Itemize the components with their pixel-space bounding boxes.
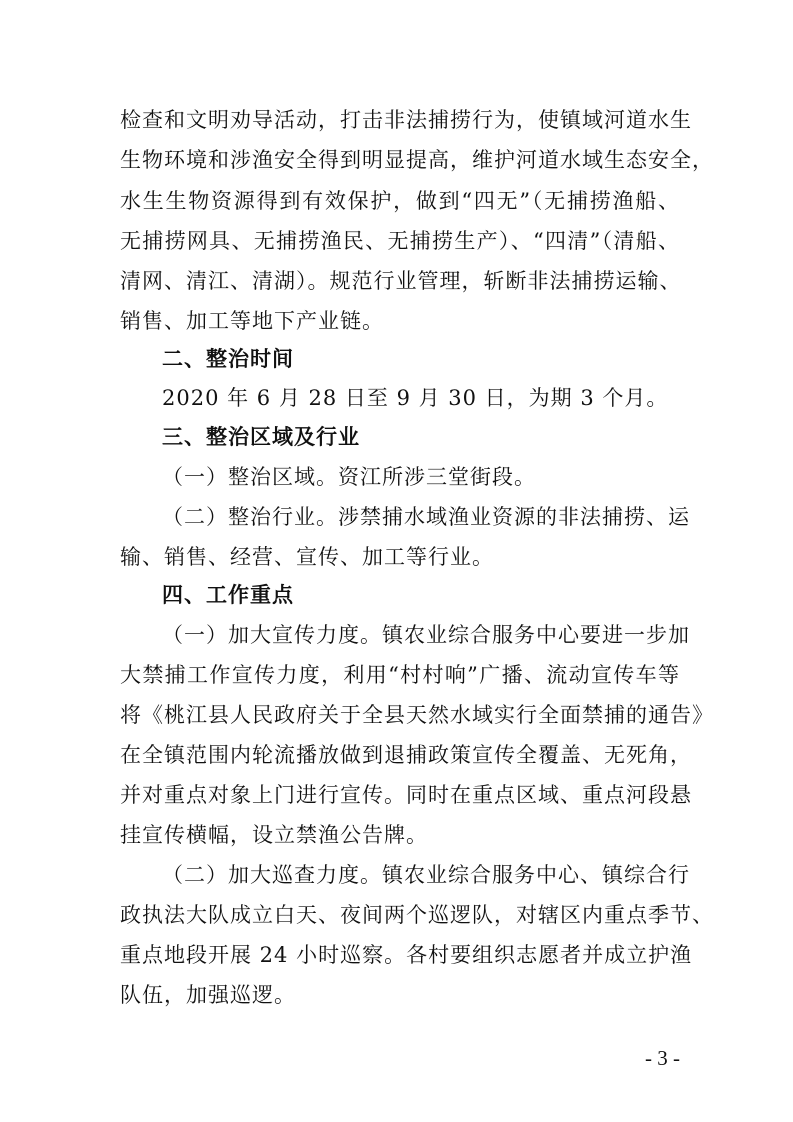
point-publicity-line-4: 在全镇范围内轮流播放做到退捕政策宣传全覆盖、无死角， <box>120 743 692 767</box>
body-line-5: 清网、清江、清湖）。规范行业管理，斩断非法捕捞运输、 <box>120 269 682 293</box>
point-patrol-line-3: 重点地段开展 24 小时巡察。各村要组织志愿者并成立护渔 <box>120 943 693 967</box>
page-number: - 3 - <box>645 1046 680 1070</box>
point-publicity-line-1: （一）加大宣传力度。镇农业综合服务中心要进一步加 <box>162 623 690 647</box>
section-heading-3: 三、整治区域及行业 <box>162 425 360 449</box>
body-line-4: 无捕捞网具、无捕捞渔民、无捕捞生产）、“四清”（清船、 <box>120 229 680 253</box>
body-line-3: 水生生物资源得到有效保护，做到“四无”（无捕捞渔船、 <box>120 189 680 213</box>
point-patrol-line-4: 队伍，加强巡逻。 <box>120 983 296 1007</box>
schedule-line: 2020 年 6 月 28 日至 9 月 30 日，为期 3 个月。 <box>162 386 669 410</box>
point-publicity-line-6: 挂宣传横幅，设立禁渔公告牌。 <box>120 823 428 847</box>
subsection-industry-cont: 输、销售、经营、宣传、加工等行业。 <box>120 545 494 569</box>
body-line-2: 生物环境和涉渔安全得到明显提高，维护河道水域生态安全， <box>120 148 714 172</box>
point-patrol-line-1: （二）加大巡查力度。镇农业综合服务中心、镇综合行 <box>162 863 690 887</box>
point-publicity-line-2: 大禁捕工作宣传力度，利用“村村响”广播、流动宣传车等 <box>120 663 680 687</box>
point-publicity-line-3: 将《桃江县人民政府关于全县天然水域实行全面禁捕的通告》 <box>120 703 714 727</box>
section-heading-4: 四、工作重点 <box>162 583 294 607</box>
section-heading-2: 二、整治时间 <box>162 347 294 371</box>
subsection-area: （一）整治区域。资江所涉三堂街段。 <box>162 465 536 489</box>
point-publicity-line-5: 并对重点对象上门进行宣传。同时在重点区域、重点河段悬 <box>120 783 692 807</box>
body-line-6: 销售、加工等地下产业链。 <box>120 309 384 333</box>
body-line-1: 检查和文明劝导活动，打击非法捕捞行为，使镇域河道水生 <box>120 108 692 132</box>
subsection-industry: （二）整治行业。涉禁捕水域渔业资源的非法捕捞、运 <box>162 505 690 529</box>
point-patrol-line-2: 政执法大队成立白天、夜间两个巡逻队，对辖区内重点季节、 <box>120 903 714 927</box>
